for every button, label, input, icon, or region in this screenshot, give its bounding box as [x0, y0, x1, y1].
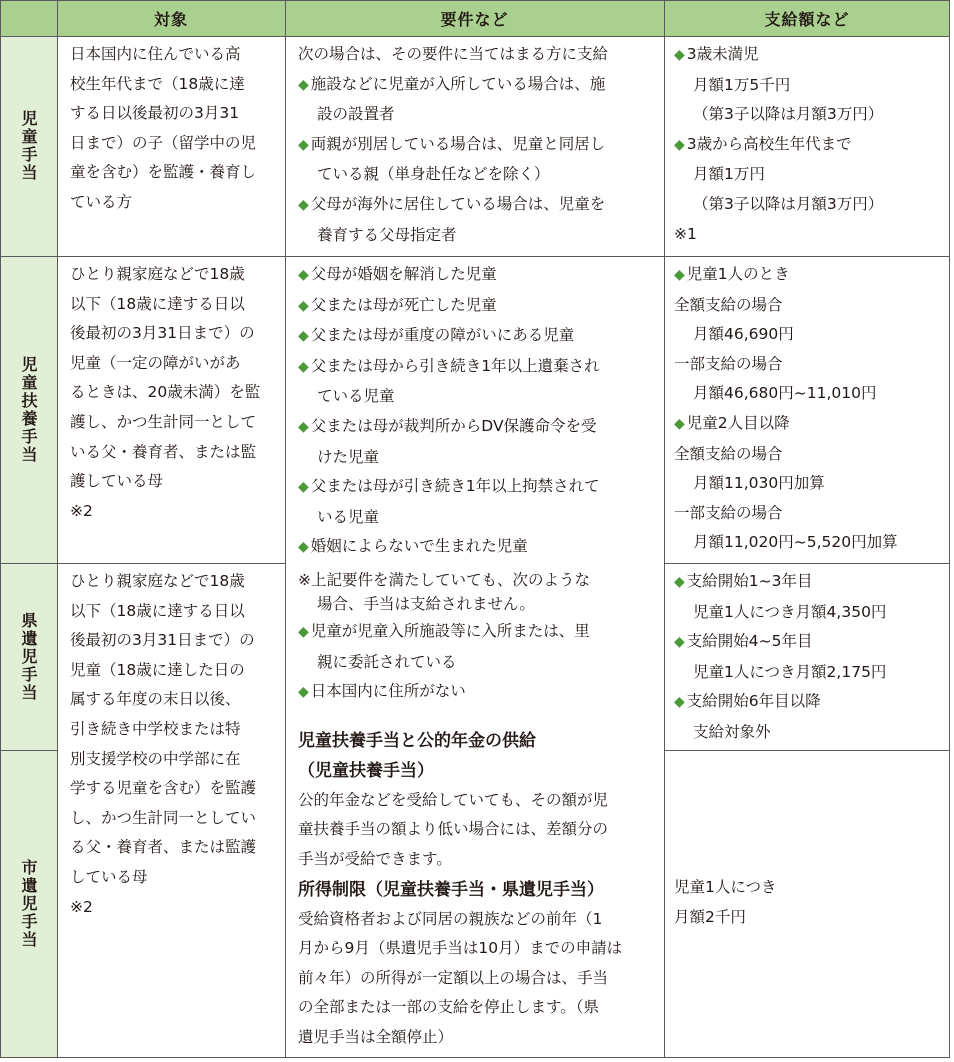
iji-target-text: ひとり親家庭などで18歳 以下（18歳に達する日以 後最初の3月31日まで）の 児童（18歳に達した日の 属する年度の末日以後、 引き続き中学校または特 別支援学校の中学部に在 学する児童を含む）を監護 し、かつ生計同一としてい る父・養育者、または監護 している母 ※2: [70, 572, 257, 916]
pension-heading: 児童扶養手当と公的年金の供給: [298, 730, 536, 751]
row-label-shi-iji-teate: 市遺児手当: [0, 750, 57, 1058]
fuyo-amount: ◆ 児童1人のとき 全額支給の場合 月額46,690円 一部支給の場合 月額46,680円~11,010円 ◆ 児童2人目以降 全額支給の場合 月額11,030円加算 一部支給の場合 月額11,020円~5,520円加算: [674, 265, 898, 552]
jido-requirements: 次の場合は、その要件に当てはまる方に支給 ◆ 施設などに児童が入所している場合は、施 設の設置者 ◆ 両親が別居している場合は、児童と同居し ている親（単身赴任などを除く） ◆ 父母が海外に居住している場合は、児童を 養育する父母指定者: [298, 45, 609, 244]
row-label-ken-iji-teate: 県遺児手当: [0, 563, 57, 750]
header-amount: 支給額など: [664, 0, 950, 36]
ken-iji-amount: ◆ 支給開始1~3年目 児童1人につき月額4,350円 ◆ 支給開始4~5年目 児童1人につき月額2,175円 ◆ 支給開始6年目以降 支給対象外: [674, 572, 887, 741]
jido-amount: ◆ 3歳未満児 月額1万5千円 （第3子以降は月額3万円） ◆ 3歳から高校生年代まで 月額1万円 （第3子以降は月額3万円） ※1: [674, 45, 884, 243]
header-corner: [0, 0, 57, 36]
fuyo-target-text: ひとり親家庭などで18歳 以下（18歳に達する日以 後最初の3月31日まで）の 児童（一定の障がいがあ るときは、20歳未満）を監 護し、かつ生計同一として いる父・養育者、または監 護している母 ※2: [70, 265, 261, 520]
income-limit-heading: 所得制限（児童扶養手当・県遺児手当）: [298, 879, 604, 900]
shared-requirements: ◆ 父母が婚姻を解消した児童 ◆ 父または母が死亡した児童 ◆ 父または母が重度の障がいにある児童 ◆ 父または母から引き続き1年以上遺棄され ている児童 ◆ 父または母が裁判所からDV保護命令を受 けた児童 ◆ 父または母が引き続き1年以上拘禁されて いる児童 ◆ 婚姻によらないで生まれた児童 ※上記要件を満たしていても、次のような 場合、手当は支給されません。 ◆ 児童が児童入所施設等に入所または、里 親に委託されている ◆ 日本国内に住所がない 児童扶養手当と公的年金の供給 （児童扶養手当） 公的年金などを受給していても、その額が児 童扶養手当の額より低い場合には、差額分の 手当が受給できます。 所得制限（児童扶養手当・県遺児手当） 受給資格者および同居の親族などの前年（1 月から9月（県遺児手当は10月）までの申請は 前々年）の所得が一定額以上の場合は、手当 の全部または一部の支給を停止します。（県 遺児手当は全額停止）: [298, 260, 662, 1052]
jido-target-text: 日本国内に住んでいる高 校生年代まで（18歳に達 する日以後最初の3月31 日まで）の子（留学中の児 童を含む）を監護・養育し ている方: [70, 45, 257, 211]
shi-iji-amount: 児童1人につき 月額2千円: [674, 878, 777, 926]
header-target: 対象: [57, 0, 285, 36]
exclusion-note: ※上記要件を満たしていても、次のような: [298, 570, 590, 589]
row-label-jido-teate: 児童手当: [0, 36, 57, 256]
header-requirements: 要件など: [285, 0, 664, 36]
row-label-jido-fuyo-teate: 児童扶養手当: [0, 256, 57, 563]
